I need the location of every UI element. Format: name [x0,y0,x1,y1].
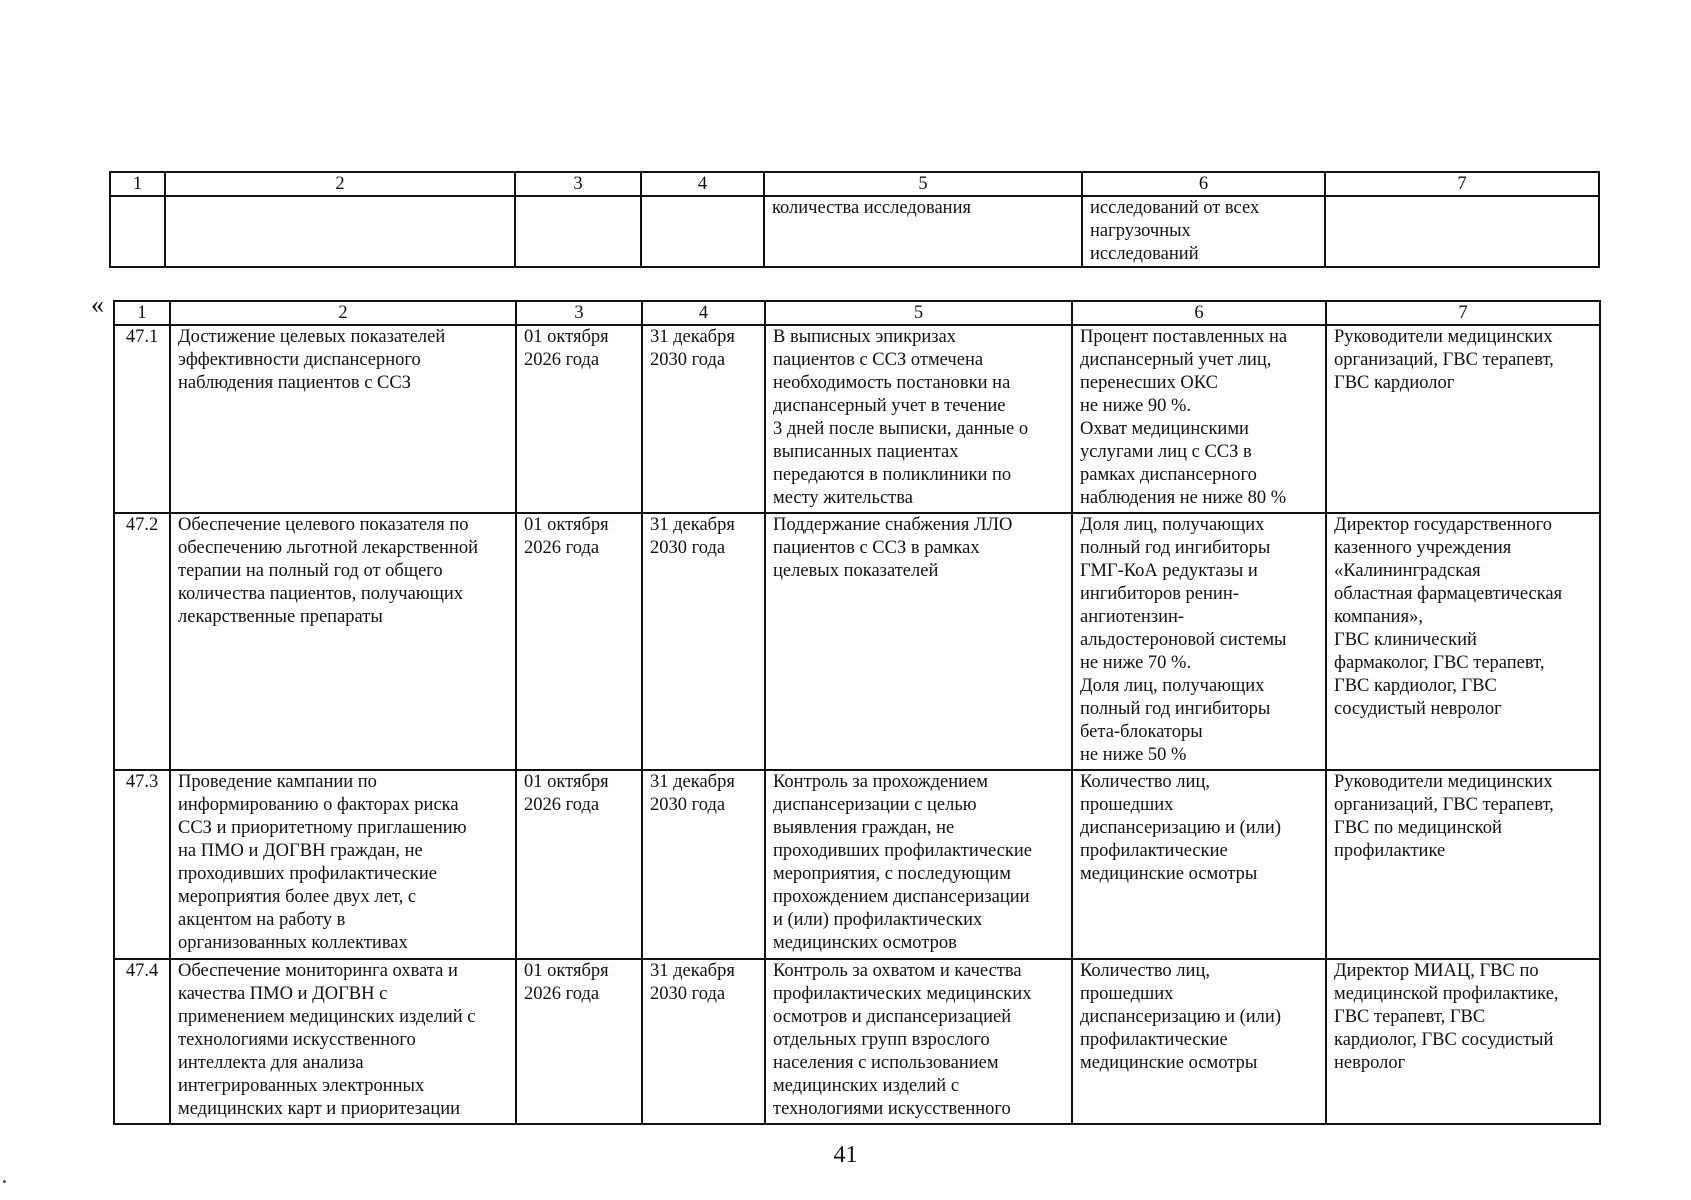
table-cell [641,196,764,267]
start-date: 01 октября 2026 года [516,325,642,513]
row-number: 47.3 [114,770,170,959]
table-row [110,196,1599,267]
expected-result: В выписных эпикризах пациентов с ССЗ отмечена необходимость постановки на диспансерный учет в течение 3 дней после выписки, данные о выписанных пациентах передаются в поликлиники по месту жительства [765,325,1072,513]
indicator: Количество лиц, прошедших диспансеризацию и (или) профилактические медицинские осмотры [1072,770,1326,959]
measure-name: Обеспечение мониторинга охвата и качества ПМО и ДОГВН с применением медицинских изделий с технологиями искусственного интеллекта для анализа интегрированных электронных медицинских карт и приоритезации [170,959,516,1124]
end-date: 31 декабря 2030 года [642,959,765,1124]
header-cell: 4 [642,301,765,325]
table-row [114,959,1600,1124]
measures-table [113,300,1601,1125]
responsible: Руководители медицинских организаций, ГВС терапевт, ГВС по медицинской профилактике [1326,770,1600,959]
table-header-row [110,172,1599,196]
end-date: 31 декабря 2030 года [642,513,765,770]
row-number: 47.1 [114,325,170,513]
row-number: 47.4 [114,959,170,1124]
header-cell: 6 [1072,301,1326,325]
table-row [114,770,1600,959]
start-date: 01 октября 2026 года [516,770,642,959]
expected-result: Поддержание снабжения ЛЛО пациентов с ССЗ в рамках целевых показателей [765,513,1072,770]
continuation-table [109,171,1600,268]
header-cell: 3 [516,301,642,325]
header-cell: 5 [764,172,1082,196]
opening-quote-mark: « [91,290,104,319]
table-cell [515,196,641,267]
table-cell [1325,196,1599,267]
start-date: 01 октября 2026 года [516,513,642,770]
responsible: Директор МИАЦ, ГВС по медицинской профилактике, ГВС терапевт, ГВС кардиолог, ГВС сосудистый невролог [1326,959,1600,1124]
start-date: 01 октября 2026 года [516,959,642,1124]
end-date: 31 декабря 2030 года [642,770,765,959]
indicator: Количество лиц, прошедших диспансеризацию и (или) профилактические медицинские осмотры [1072,959,1326,1124]
header-cell: 1 [114,301,170,325]
header-cell: 6 [1082,172,1325,196]
responsible: Руководители медицинских организаций, ГВС терапевт, ГВС кардиолог [1326,325,1600,513]
table-row [114,325,1600,513]
header-cell: 1 [110,172,165,196]
header-cell: 7 [1325,172,1599,196]
end-date: 31 декабря 2030 года [642,325,765,513]
expected-result: Контроль за прохождением диспансеризации с целью выявления граждан, не проходивших профилактические мероприятия, с последующим прохождением диспансеризации и (или) профилактических медицинских осмотров [765,770,1072,959]
header-cell: 3 [515,172,641,196]
scan-artifact [3,1180,6,1183]
expected-result: Контроль за охватом и качества профилактических медицинских осмотров и диспансеризацией отдельных групп взрослого населения с использованием медицинских изделий с технологиями искусственного [765,959,1072,1124]
table-cell [110,196,165,267]
table-cell: количества исследования [764,196,1082,267]
measure-name: Обеспечение целевого показателя по обеспечению льготной лекарственной терапии на полный год от общего количества пациентов, получающих лекарственные препараты [170,513,516,770]
header-cell: 5 [765,301,1072,325]
table-cell [165,196,515,267]
measure-name: Проведение кампании по информированию о факторах риска ССЗ и приоритетному приглашению на ПМО и ДОГВН граждан, не проходивших профилактические мероприятия более двух лет, с акцентом на работу в организованных коллективах [170,770,516,959]
measure-name: Достижение целевых показателей эффективности диспансерного наблюдения пациентов с ССЗ [170,325,516,513]
indicator: Доля лиц, получающих полный год ингибиторы ГМГ-КоА редуктазы и ингибиторов ренин- ангиотензин- альдостероновой системы не ниже 70 %. Доля лиц, получающих полный год ингибиторы бета-блокаторы не ниже 50 % [1072,513,1326,770]
table-row [114,513,1600,770]
page-number: 41 [833,1142,858,1168]
indicator: Процент поставленных на диспансерный учет лиц, перенесших ОКС не ниже 90 %. Охват медицинскими услугами лиц с ССЗ в рамках диспансерного наблюдения не ниже 80 % [1072,325,1326,513]
header-cell: 7 [1326,301,1600,325]
header-cell: 4 [641,172,764,196]
table-cell: исследований от всех нагрузочных исследований [1082,196,1325,267]
header-cell: 2 [165,172,515,196]
row-number: 47.2 [114,513,170,770]
header-cell: 2 [170,301,516,325]
responsible: Директор государственного казенного учреждения «Калининградская областная фармацевтическая компания», ГВС клинический фармаколог, ГВС терапевт, ГВС кардиолог, ГВС сосудистый невролог [1326,513,1600,770]
table-header-row [114,301,1600,325]
